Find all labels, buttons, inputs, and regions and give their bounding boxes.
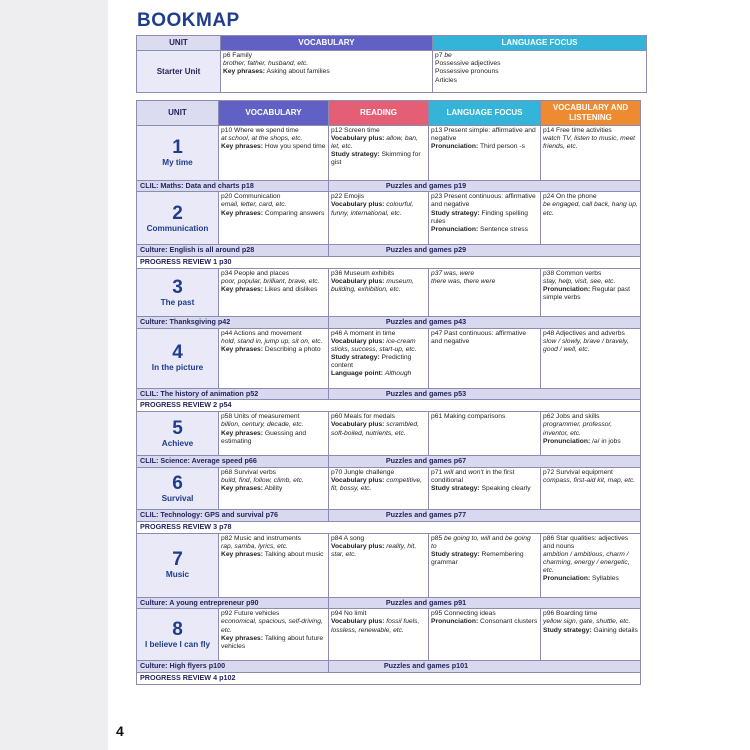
starter-table [136,35,647,93]
text: Consonant clusters [480,618,538,626]
strip-puzzles: Puzzles and games p77 [329,509,641,521]
grammar-line: Articles [435,76,457,84]
text: Likes and dislikes [264,286,318,294]
text: colourful, funny, international, etc. [331,201,414,217]
reading-cell [329,467,429,509]
culture-strip [137,661,641,673]
topic: p62 Jobs and skills [543,413,600,421]
strip-left: CLIL: Science: Average speed p66 [137,456,329,468]
examples: be engaged, call back, hang up, etc. [543,201,638,217]
language-cell [429,328,541,388]
language-cell [429,412,541,456]
unit-row [137,192,641,245]
strip-left: Culture: A young entrepreneur p90 [137,597,329,609]
examples: email, letter, card, etc. [221,201,287,209]
text: /ə/ in jobs [592,437,621,445]
language-cell [429,533,541,597]
strip-left: CLIL: The history of animation p52 [137,388,329,400]
topic: p36 Museum exhibits [331,269,395,277]
text: Ability [264,485,283,493]
label: Vocabulary plus: [331,337,385,345]
strip-left: Culture: English is all around p28 [137,245,329,257]
starter-voc-line: p6 Family [223,52,252,59]
topic: p86 Star qualities: adjectives and nouns [543,534,629,550]
unit-cell [137,609,219,661]
strip-puzzles: Puzzles and games p53 [329,388,641,400]
language-cell [429,467,541,509]
conjunction: and [455,468,467,476]
examples: watch TV, listen to music, meet friends, etc. [543,134,636,150]
grammar-item: will [444,468,454,476]
unit-number: 4 [172,342,183,364]
unit-row [137,467,641,509]
starter-language-cell [433,51,647,93]
page-title: BOOKMAP [137,10,240,31]
text: Syllables [592,575,619,583]
unit-cell [137,268,219,316]
text: museum, building, exhibition, etc. [331,278,414,294]
label: Vocabulary plus: [331,421,385,429]
strip-puzzles: Puzzles and games p43 [329,316,641,328]
language-focus-header: LANGUAGE FOCUS [429,101,541,126]
examples: stay, help, visit, see, etc. [543,278,616,286]
text: Describing a photo [264,345,321,353]
progress-review [137,673,641,685]
examples: compass, first-aid kit, map, etc. [543,477,636,485]
unit-cell [137,412,219,456]
text: Sentence stress [480,225,528,233]
examples: yellow sign, gate, shuttle, etc. [543,618,631,626]
vocabulary-cell [219,467,329,509]
vocabulary-cell [219,609,329,661]
topic: p82 Music and instruments [221,534,301,542]
label: Vocabulary plus: [331,278,385,286]
topic: p95 Connecting ideas [431,610,496,618]
text: Gaining details [593,626,638,634]
voc-listening-cell [541,192,641,245]
voc-listening-cell [541,268,641,316]
grammar-line: Possessive adjectives [435,60,501,68]
text: How you spend time [264,142,326,150]
label: Vocabulary plus: [331,477,385,485]
text: Speaking clearly [481,485,531,493]
reading-cell [329,533,429,597]
voc-listening-cell [541,328,641,388]
vocabulary-cell [219,192,329,245]
text: scrambled, soft-boiled, nutrients, etc. [331,421,419,437]
label: Key phrases: [221,209,264,217]
label: Key phrases: [221,485,264,493]
strip-left: CLIL: Maths: Data and charts p18 [137,180,329,192]
examples: ambition / ambitious, charm / charming, energy / energetic, etc. [543,550,630,575]
language-cell [429,609,541,661]
vocabulary-cell [219,328,329,388]
clil-strip [137,180,641,192]
unit-number: 6 [172,472,183,494]
reading-cell [329,412,429,456]
unit-number: 8 [172,619,183,641]
topic: p38 Common verbs [543,269,602,277]
unit-row [137,328,641,388]
culture-strip [137,316,641,328]
text: allow, ban, let, etc. [331,134,418,150]
voc-listening-cell [541,609,641,661]
text: Regular past simple verbs [543,286,630,302]
unit-cell [137,125,219,180]
strip-left: CLIL: Technology: GPS and survival p76 [137,509,329,521]
topic: p47 Past continuous: affirmative and negative [431,329,527,345]
topic: p72 Survival equipment [543,468,613,476]
topic: p13 Present simple: affirmative and negative [431,126,536,142]
reading-header: READING [329,101,429,126]
unit-number: 3 [172,276,183,298]
label: Pronunciation: [543,286,591,294]
grammar-item: be [444,52,452,59]
examples: billion, century, decade, etc. [221,421,304,429]
unit-name: My time [162,157,193,167]
examples: economical, spacious, self-driving, etc. [221,618,323,634]
topic: p60 Meals for medals [331,413,395,421]
topic: p23 Present continuous: affirmative and negative [431,193,536,209]
label: Vocabulary plus: [331,618,385,626]
unit-number: 7 [172,549,183,571]
label: Study strategy: [431,209,480,217]
reading-cell [329,268,429,316]
unit-name: The past [160,297,195,307]
vocabulary-cell [219,533,329,597]
topic: p58 Units of measurement [221,413,300,421]
grammar-item: there was, there were [431,278,496,286]
conjunction: and [492,534,504,542]
text: Remembering grammar [431,550,524,567]
grammar-item: won't [468,468,484,476]
starter-vocabulary-cell [221,51,433,93]
label: Key phrases: [221,550,264,558]
unit-row [137,533,641,597]
topic: p44 Actions and movement [221,329,302,337]
clil-strip [137,509,641,521]
reading-cell [329,609,429,661]
starter-unit-label: Starter Unit [137,51,221,93]
page-ref: p7 [435,52,443,59]
label: Pronunciation: [543,575,591,583]
reading-cell [329,328,429,388]
label: Pronunciation: [431,142,479,150]
label: Key phrases: [221,634,264,642]
language-cell [429,125,541,180]
grammar-line: Possessive pronouns [435,68,499,76]
label: Study strategy: [543,626,592,634]
strip-puzzles: Puzzles and games p67 [329,456,641,468]
vocabulary-cell [219,125,329,180]
examples: build, find, follow, climb, etc. [221,477,304,485]
label: Vocabulary plus: [331,542,385,550]
label: Study strategy: [431,485,480,493]
unit-number: 5 [172,418,183,439]
strip-puzzles: Puzzles and games p19 [329,180,641,192]
text: ice-cream sticks, success, start-up, etc. [331,337,417,353]
label: Pronunciation: [431,225,479,233]
vocabulary-header: VOCABULARY [219,101,329,126]
clil-strip [137,388,641,400]
label: Pronunciation: [431,618,479,626]
topic: p84 A song [331,534,365,542]
label: Study strategy: [331,151,380,159]
strip-puzzles: Puzzles and games p91 [329,597,641,609]
progress-review-label: PROGRESS REVIEW 3 p78 [137,521,641,533]
unit-name: Achieve [161,438,194,448]
text: Although [384,370,412,378]
vocabulary-cell [219,268,329,316]
strip-left: Culture: High flyers p100 [137,661,329,673]
key-phrases-text: Asking about families [266,68,330,76]
unit-cell [137,328,219,388]
progress-review-label: PROGRESS REVIEW 1 p30 [137,257,641,269]
topic: p12 Screen time [331,126,380,134]
topic: p34 People and places [221,269,290,277]
starter-voc-examples: brother, father, husband, etc. [223,60,309,68]
text: Comparing answers [264,209,325,217]
topic: p70 Jungle challenge [331,468,395,476]
voc-listening-cell [541,467,641,509]
label: Vocabulary plus: [331,201,385,209]
language-focus-header: LANGUAGE FOCUS [433,36,647,51]
unit-row [137,609,641,661]
language-cell [429,268,541,316]
topic: p22 Emojis [331,193,365,201]
label: Study strategy: [431,550,480,558]
page-ref: p71 [431,468,443,476]
label: Key phrases: [221,429,264,437]
unit-cell [137,192,219,245]
topic: p20 Communication [221,193,281,201]
label: Pronunciation: [543,437,591,445]
reading-cell [329,125,429,180]
examples: at school, at the shops, etc. [221,134,303,142]
topic: p37 was, were [431,269,475,277]
examples: rap, samba, lyrics, etc. [221,542,288,550]
progress-review [137,257,641,269]
unit-name: In the picture [151,363,204,373]
unit-name: Music [165,570,190,580]
topic: p14 Free time activities [543,126,612,134]
text: Predicting content [331,354,412,370]
topic: in the first conditional [431,468,515,485]
unit-number: 2 [172,202,183,224]
label: Key phrases: [221,345,264,353]
key-phrases-label: Key phrases: [223,68,266,76]
text: Third person -s [479,142,525,150]
examples: hold, stand in, jump up, sit on, etc. [221,337,323,345]
unit-number: 1 [172,136,183,158]
unit-row [137,125,641,180]
unit-name: Survival [161,493,194,503]
text: Skimming for gist [331,151,421,167]
strip-puzzles: Puzzles and games p101 [329,661,641,673]
grammar-item: be going to, will [444,534,491,542]
reading-cell [329,192,429,245]
label: Study strategy: [331,354,380,362]
unit-name: I believe I can fly [144,640,211,650]
progress-review [137,521,641,533]
topic: p46 A moment in time [331,329,396,337]
label: Vocabulary plus: [331,134,385,142]
unit-cell [137,533,219,597]
topic: p48 Adjectives and adverbs [543,329,625,337]
progress-review [137,400,641,412]
unit-row [137,268,641,316]
unit-row [137,412,641,456]
vocabulary-header: VOCABULARY [221,36,433,51]
label: Language point: [331,370,384,378]
voc-listening-cell [541,125,641,180]
topic: p61 Making comparisons [431,413,506,421]
label: Key phrases: [221,142,264,150]
topic: p92 Future vehicles [221,610,280,618]
examples: slow / slowly, brave / bravely, good / well, etc. [543,337,629,353]
unit-cell [137,467,219,509]
language-cell [429,192,541,245]
progress-review-label: PROGRESS REVIEW 4 p102 [137,673,641,685]
unit-header: UNIT [137,101,219,126]
topic: p24 On the phone [543,193,597,201]
examples: programmer, professor, inventor, etc. [543,421,613,437]
text: Finding spelling rules [431,209,529,225]
voc-listening-cell [541,412,641,456]
culture-strip [137,597,641,609]
label: Key phrases: [221,286,264,294]
clil-strip [137,456,641,468]
text: Talking about future vehicles [221,634,324,650]
text: Guessing and estimating [221,429,307,445]
strip-left: Culture: Thanksgiving p42 [137,316,329,328]
text: competitive, fit, bossy, etc. [331,477,422,493]
topic: p96 Boarding time [543,610,598,618]
topic: p68 Survival verbs [221,468,277,476]
unit-header: UNIT [137,36,221,51]
main-bookmap-table [136,100,641,685]
progress-review-label: PROGRESS REVIEW 2 p54 [137,400,641,412]
examples: poor, popular, brilliant, brave, etc. [221,278,320,286]
page-ref: p85 [431,534,443,542]
text: fossil fuels, lossless, renewable, etc. [331,618,420,634]
topic: p94 No limit [331,610,367,618]
page-number: 4 [116,723,124,739]
vocabulary-cell [219,412,329,456]
unit-name: Communication [146,223,209,233]
grammar-item: be going to [431,534,531,550]
strip-puzzles: Puzzles and games p29 [329,245,641,257]
topic: p10 Where we spend time [221,126,299,134]
voc-listening-cell [541,533,641,597]
culture-strip [137,245,641,257]
vocabulary-listening-header: VOCABULARY AND LISTENING [541,101,641,126]
text: reality, hit, star, etc. [331,542,417,558]
text: Talking about music [264,550,324,558]
